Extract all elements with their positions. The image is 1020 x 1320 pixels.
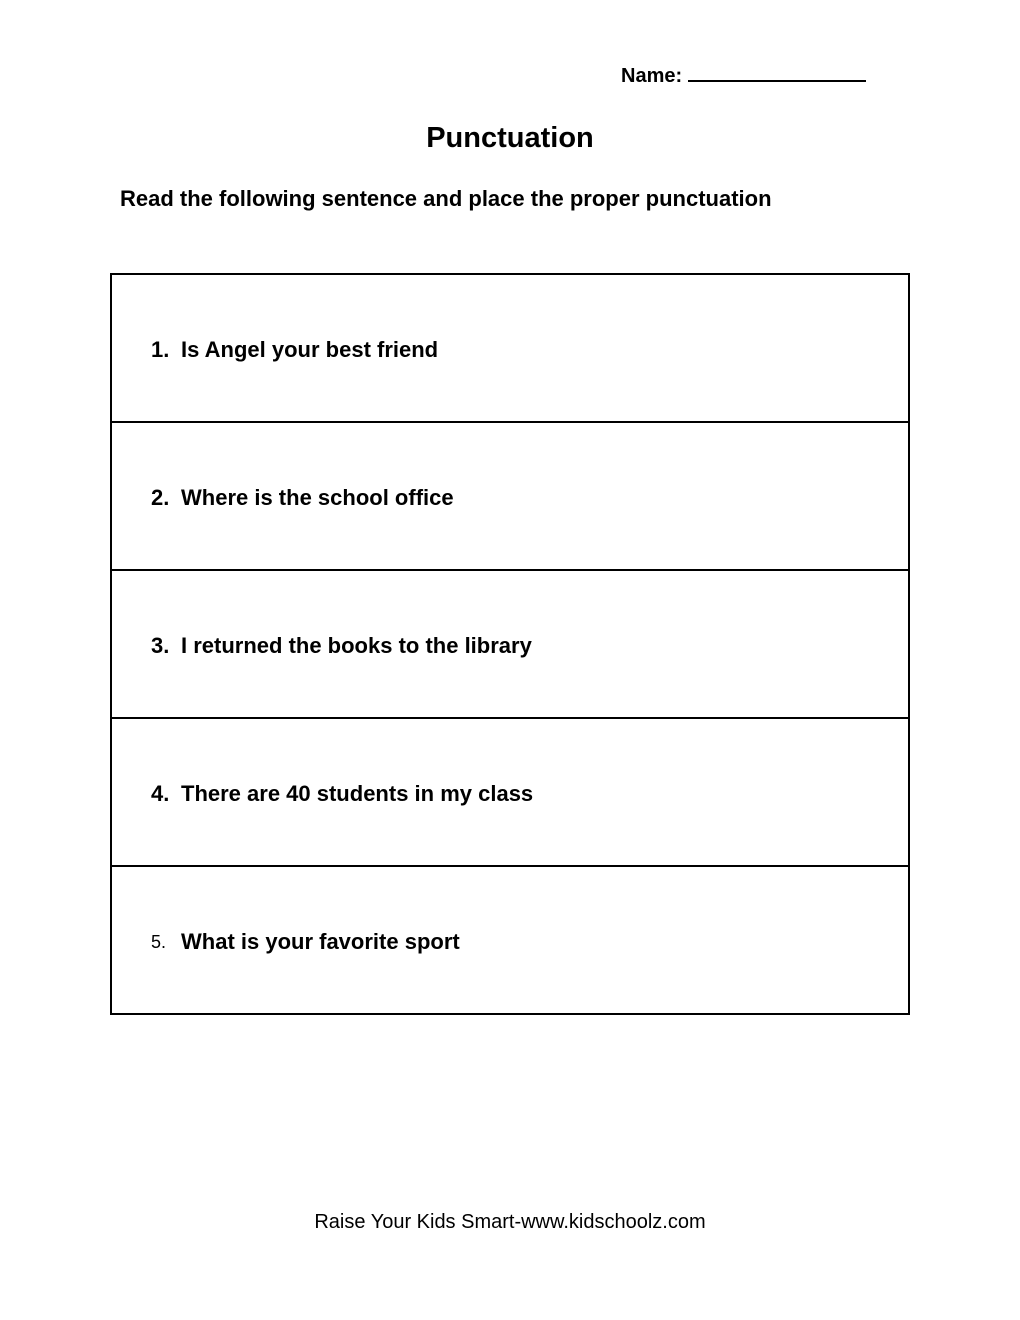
- question-row: [112, 719, 908, 867]
- questions-table: [110, 273, 910, 1015]
- question-row: [112, 275, 908, 423]
- footer-text: Raise Your Kids Smart-www.kidschoolz.com: [314, 1211, 706, 1233]
- question-number: 5.: [151, 932, 167, 952]
- name-blank-line[interactable]: [688, 62, 866, 82]
- question-number: 2.: [151, 485, 170, 510]
- name-label: Name:: [621, 65, 683, 87]
- question-number: 1.: [151, 337, 170, 362]
- question-number: 3.: [151, 633, 170, 658]
- question-row: [112, 571, 908, 719]
- page-title: Punctuation: [426, 122, 594, 154]
- question-row: [112, 867, 908, 1013]
- question-row: [112, 423, 908, 571]
- instructions: Read the following sentence and place the proper punctuation: [120, 186, 772, 211]
- name-field[interactable]: [621, 62, 866, 88]
- question-text: Where is the school office: [181, 485, 454, 510]
- question-number: 4.: [151, 781, 170, 806]
- question-text: There are 40 students in my class: [181, 781, 534, 806]
- question-text: What is your favorite sport: [181, 929, 460, 954]
- question-text: Is Angel your best friend: [181, 337, 439, 362]
- question-text: I returned the books to the library: [181, 633, 532, 658]
